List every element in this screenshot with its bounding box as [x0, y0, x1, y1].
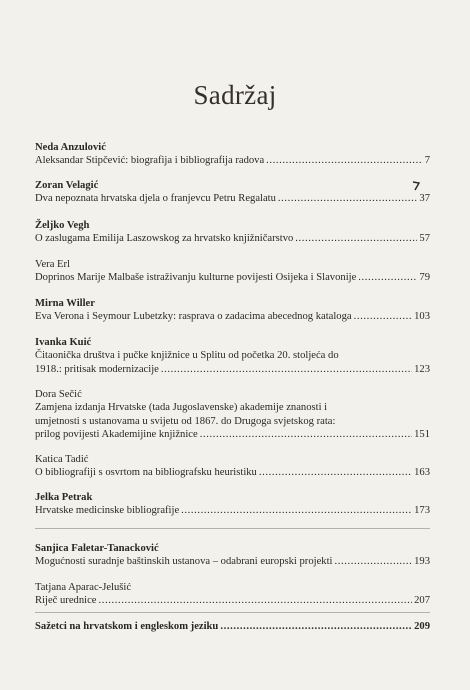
entry-title: O zaslugama Emilija Laszowskog za hrvatsko knjižničarstvo	[35, 233, 294, 245]
entry-title: Mogućnosti suradnje baštinskih ustanova – odabrani europski projekti	[35, 556, 333, 568]
leader-dots	[181, 504, 412, 517]
toc-entry	[35, 219, 430, 246]
toc-entry	[35, 388, 430, 442]
leader-dots	[266, 154, 423, 167]
entry-author: Katica Tadić	[35, 454, 89, 465]
leader-dots	[358, 271, 417, 284]
entry-title-line: umjetnosti s ustanovama u svijetu od 1867. do Drugoga svjetskog rata:	[35, 415, 336, 427]
entry-author: Mirna Willer	[35, 298, 95, 309]
toc-entry	[35, 336, 430, 376]
summary-page: 209	[414, 621, 430, 632]
section-divider	[35, 528, 430, 529]
toc-entry	[35, 179, 430, 206]
entry-page: 207	[414, 595, 430, 607]
leader-dots	[334, 555, 412, 568]
entry-title-line: Čitaonička društva i pučke knjižnice u Splitu od početka 20. stoljeća do	[35, 350, 339, 362]
entry-author: Zoran Velagić	[35, 180, 99, 191]
leader-dots	[259, 466, 412, 479]
entry-line	[35, 363, 430, 376]
summary-line	[35, 620, 430, 633]
leader-dots	[354, 310, 413, 323]
entry-line	[35, 428, 430, 441]
entry-title: 1918.: pritisak modernizacije	[35, 363, 159, 375]
entry-line	[35, 271, 430, 284]
leader-dots	[98, 594, 412, 607]
entry-line	[35, 154, 430, 167]
contents-heading: Sadržaj	[193, 80, 277, 110]
entry-line	[35, 310, 430, 323]
entry-line	[35, 504, 430, 517]
toc-entry	[35, 491, 430, 518]
leader-dots	[295, 232, 417, 245]
toc-entry	[35, 141, 430, 168]
entry-title: Aleksandar Stipčević: biografija i bibliografija radova	[35, 155, 265, 167]
entry-author: Ivanka Kuić	[35, 337, 92, 348]
entry-author: Sanjica Faletar-Tanacković	[35, 543, 159, 554]
entry-title: Riječ urednice	[35, 595, 97, 607]
entry-line	[35, 232, 430, 245]
entry-page: 57	[419, 233, 430, 245]
entry-line	[35, 594, 430, 607]
entry-title: Dva nepoznata hrvatska djela o franjevcu Petru Regalatu	[35, 193, 276, 205]
leader-dots	[278, 192, 417, 205]
entry-page: 151	[414, 429, 430, 441]
entry-author: Jelka Petrak	[35, 492, 93, 503]
summary-entry	[35, 620, 430, 633]
entry-page: 103	[414, 311, 430, 323]
entry-page: 7	[424, 155, 430, 167]
entry-author: Vera Erl	[35, 259, 70, 270]
entry-page: 193	[414, 556, 430, 568]
toc-entry	[35, 258, 430, 285]
section-divider	[35, 612, 430, 613]
toc-entry	[35, 453, 430, 480]
entry-line	[35, 555, 430, 568]
entry-title: Doprinos Marije Malbaše istraživanju kulturne povijesti Osijeka i Slavonije	[35, 272, 357, 284]
toc-entry	[35, 581, 430, 608]
entry-title: O bibliografiji s osvrtom na bibliografsku heuristiku	[35, 467, 257, 479]
entry-title-line: Zamjena izdanja Hrvatske (tada Jugoslavenske) akademije znanosti i	[35, 402, 328, 414]
entry-title: Eva Verona i Seymour Lubetzky: rasprava o zadacima abecednog kataloga	[35, 311, 352, 323]
entry-page: 37	[419, 193, 430, 205]
entry-title: prilog povijesti Akademijine knjižnice	[35, 429, 198, 441]
toc-entry	[35, 542, 430, 569]
entry-author: Dora Sečić	[35, 389, 82, 400]
entry-line	[35, 466, 430, 479]
entry-page: 163	[414, 467, 430, 479]
entry-line	[35, 192, 430, 205]
entry-page: 123	[414, 363, 430, 375]
toc-entry	[35, 297, 430, 324]
summary-title: Sažetci na hrvatskom i engleskom jeziku	[35, 621, 219, 632]
leader-dots	[200, 428, 412, 441]
entry-title: Hrvatske medicinske bibliografije	[35, 505, 180, 517]
entry-author: Neda Anzulović	[35, 142, 106, 153]
entry-author: Željko Vegh	[35, 220, 90, 231]
leader-dots	[161, 363, 412, 376]
entry-author: Tatjana Aparac-Jelušić	[35, 582, 132, 593]
entry-page: 79	[419, 272, 430, 284]
leader-dots	[220, 620, 412, 633]
entry-page: 173	[414, 505, 430, 517]
